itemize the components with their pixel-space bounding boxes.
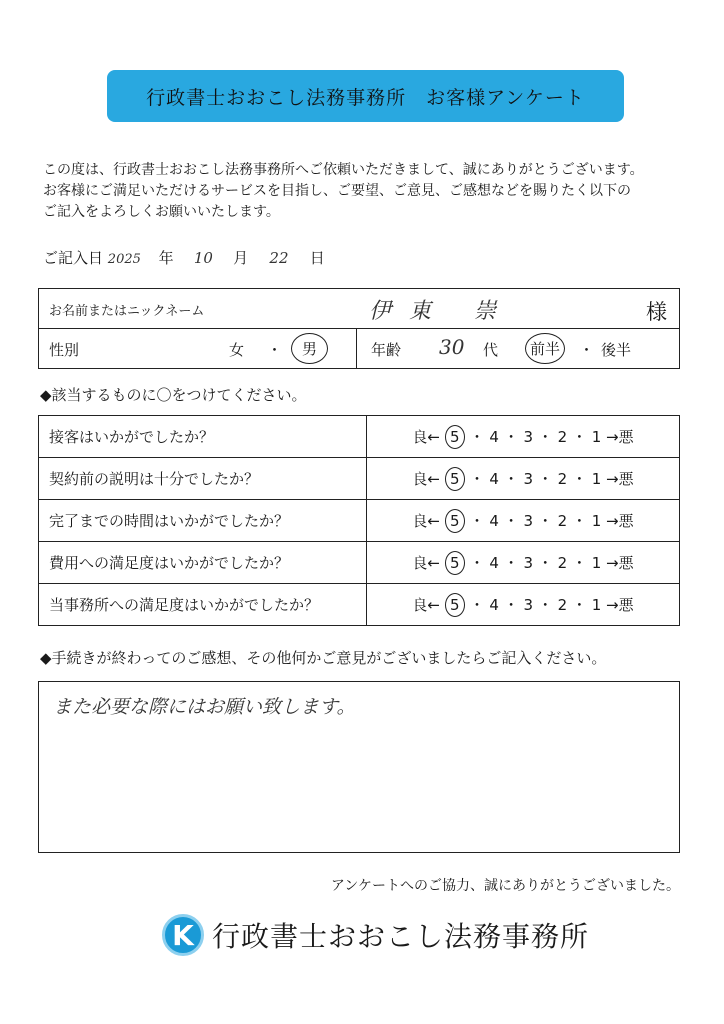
- question-row: [39, 584, 680, 626]
- scale-bad: →悪: [606, 511, 634, 530]
- date-day: 22: [269, 249, 289, 267]
- age-label: 年齢: [371, 341, 402, 359]
- intro-line: お客様にご満足いただけるサービスを目指し、ご要望、ご意見、ご感想などを賜りたく以下の: [43, 183, 631, 199]
- rating-option-5-selected[interactable]: 5: [445, 593, 465, 617]
- scale-good: 良←: [412, 595, 440, 614]
- section2-heading: ◆手続きが終わってのご感想、その他何かご意見がございましたらご記入ください。: [40, 649, 607, 667]
- question-label: 当事務所への満足度はいかがでしたか？: [39, 584, 367, 626]
- rating-scale: [367, 416, 680, 458]
- rating-option-4[interactable]: 4: [489, 595, 499, 614]
- scale-good: 良←: [412, 427, 440, 446]
- scale-bad: →悪: [606, 427, 634, 446]
- scale-sep: ・: [503, 511, 519, 530]
- survey-title: 行政書士おおこし法務事務所 お客様アンケート: [146, 86, 585, 109]
- rating-scale: [367, 584, 680, 626]
- age-second-half-option[interactable]: 後半: [601, 341, 632, 359]
- scale-sep: ・: [469, 469, 485, 488]
- name-value[interactable]: 伊東 崇: [369, 299, 514, 324]
- scale-sep: ・: [537, 595, 553, 614]
- section1-heading: ◆該当するものに〇をつけてください。: [40, 386, 307, 404]
- rating-option-3[interactable]: 3: [523, 469, 533, 488]
- scale-sep: ・: [503, 427, 519, 446]
- scale-sep: ・: [503, 553, 519, 572]
- rating-option-1[interactable]: 1: [591, 469, 602, 488]
- thanks-message: アンケートへのご協力、誠にありがとうございました。: [330, 878, 680, 894]
- footer-branding: [162, 914, 589, 956]
- gender-age-row: [39, 329, 680, 369]
- scale-sep: ・: [469, 553, 485, 572]
- logo-letter: K: [172, 918, 194, 952]
- question-row: [39, 458, 680, 500]
- name-label: お名前またはニックネーム: [49, 304, 205, 319]
- date-month: 10: [193, 249, 213, 267]
- scale-bad: →悪: [606, 469, 634, 488]
- scale-sep: ・: [571, 511, 587, 530]
- question-label: 契約前の説明は十分でしたか？: [39, 458, 367, 500]
- rating-option-3[interactable]: 3: [523, 595, 533, 614]
- gender-male-option-circled[interactable]: 男: [291, 333, 328, 364]
- age-unit: 代: [483, 341, 499, 359]
- scale-sep: ・: [571, 553, 587, 572]
- name-row: [39, 289, 680, 329]
- rating-option-5-selected[interactable]: 5: [445, 551, 465, 575]
- name-suffix: 様: [646, 300, 667, 324]
- rating-option-1[interactable]: 1: [591, 595, 602, 614]
- date-label: ご記入日: [43, 249, 104, 267]
- question-label: 費用への満足度はいかがでしたか？: [39, 542, 367, 584]
- gender-separator: ・: [267, 341, 283, 359]
- question-label: 完了までの時間はいかがでしたか？: [39, 500, 367, 542]
- rating-option-4[interactable]: 4: [489, 511, 499, 530]
- scale-good: 良←: [412, 511, 440, 530]
- scale-sep: ・: [469, 427, 485, 446]
- scale-bad: →悪: [606, 595, 634, 614]
- rating-option-2[interactable]: 2: [557, 595, 568, 614]
- scale-bad: →悪: [606, 553, 634, 572]
- question-row: [39, 416, 680, 458]
- day-unit: 日: [309, 249, 325, 267]
- rating-table: [38, 415, 680, 626]
- k-logo-icon: [162, 914, 204, 956]
- scale-good: 良←: [412, 469, 440, 488]
- rating-scale: [367, 500, 680, 542]
- customer-info-table: [38, 288, 680, 369]
- rating-option-2[interactable]: 2: [557, 511, 568, 530]
- scale-sep: ・: [571, 595, 587, 614]
- rating-option-5-selected[interactable]: 5: [445, 467, 465, 491]
- month-unit: 月: [233, 249, 249, 267]
- comment-box[interactable]: [38, 681, 680, 853]
- scale-sep: ・: [503, 595, 519, 614]
- scale-sep: ・: [537, 511, 553, 530]
- survey-title-banner: [107, 70, 624, 122]
- rating-option-5-selected[interactable]: 5: [445, 425, 465, 449]
- rating-scale: [367, 542, 680, 584]
- rating-option-1[interactable]: 1: [591, 553, 602, 572]
- intro-line: ご記入をよろしくお願いいたします。: [43, 204, 280, 220]
- rating-scale: [367, 458, 680, 500]
- rating-option-2[interactable]: 2: [557, 469, 568, 488]
- intro-text: [43, 160, 703, 223]
- date-year: 2025: [107, 252, 141, 267]
- intro-line: この度は、行政書士おおこし法務事務所へご依頼いただきまして、誠にありがとうございます。: [43, 162, 644, 178]
- question-row: [39, 542, 680, 584]
- scale-sep: ・: [537, 469, 553, 488]
- question-row: [39, 500, 680, 542]
- entry-date: [43, 247, 325, 268]
- rating-option-4[interactable]: 4: [489, 469, 499, 488]
- rating-option-2[interactable]: 2: [557, 427, 568, 446]
- scale-sep: ・: [469, 595, 485, 614]
- rating-option-4[interactable]: 4: [489, 553, 499, 572]
- gender-female-option[interactable]: 女: [229, 341, 245, 359]
- year-unit: 年: [158, 249, 174, 267]
- rating-option-3[interactable]: 3: [523, 511, 533, 530]
- scale-sep: ・: [503, 469, 519, 488]
- comment-text: また必要な際にはお願い致します。: [53, 696, 356, 718]
- scale-sep: ・: [571, 427, 587, 446]
- scale-good: 良←: [412, 553, 440, 572]
- scale-sep: ・: [537, 553, 553, 572]
- gender-label: 性別: [49, 341, 80, 359]
- rating-option-1[interactable]: 1: [591, 511, 602, 530]
- rating-option-1[interactable]: 1: [591, 427, 602, 446]
- rating-option-5-selected[interactable]: 5: [445, 509, 465, 533]
- age-value[interactable]: 30: [439, 335, 465, 359]
- rating-option-2[interactable]: 2: [557, 553, 568, 572]
- question-label: 接客はいかがでしたか？: [39, 416, 367, 458]
- scale-sep: ・: [469, 511, 485, 530]
- age-separator: ・: [579, 341, 595, 359]
- age-first-half-circled[interactable]: 前半: [525, 333, 565, 364]
- rating-option-3[interactable]: 3: [523, 427, 533, 446]
- rating-option-3[interactable]: 3: [523, 553, 533, 572]
- scale-sep: ・: [571, 469, 587, 488]
- footer-office-name: 行政書士おおこし法務事務所: [212, 920, 590, 953]
- scale-sep: ・: [537, 427, 553, 446]
- rating-option-4[interactable]: 4: [489, 427, 499, 446]
